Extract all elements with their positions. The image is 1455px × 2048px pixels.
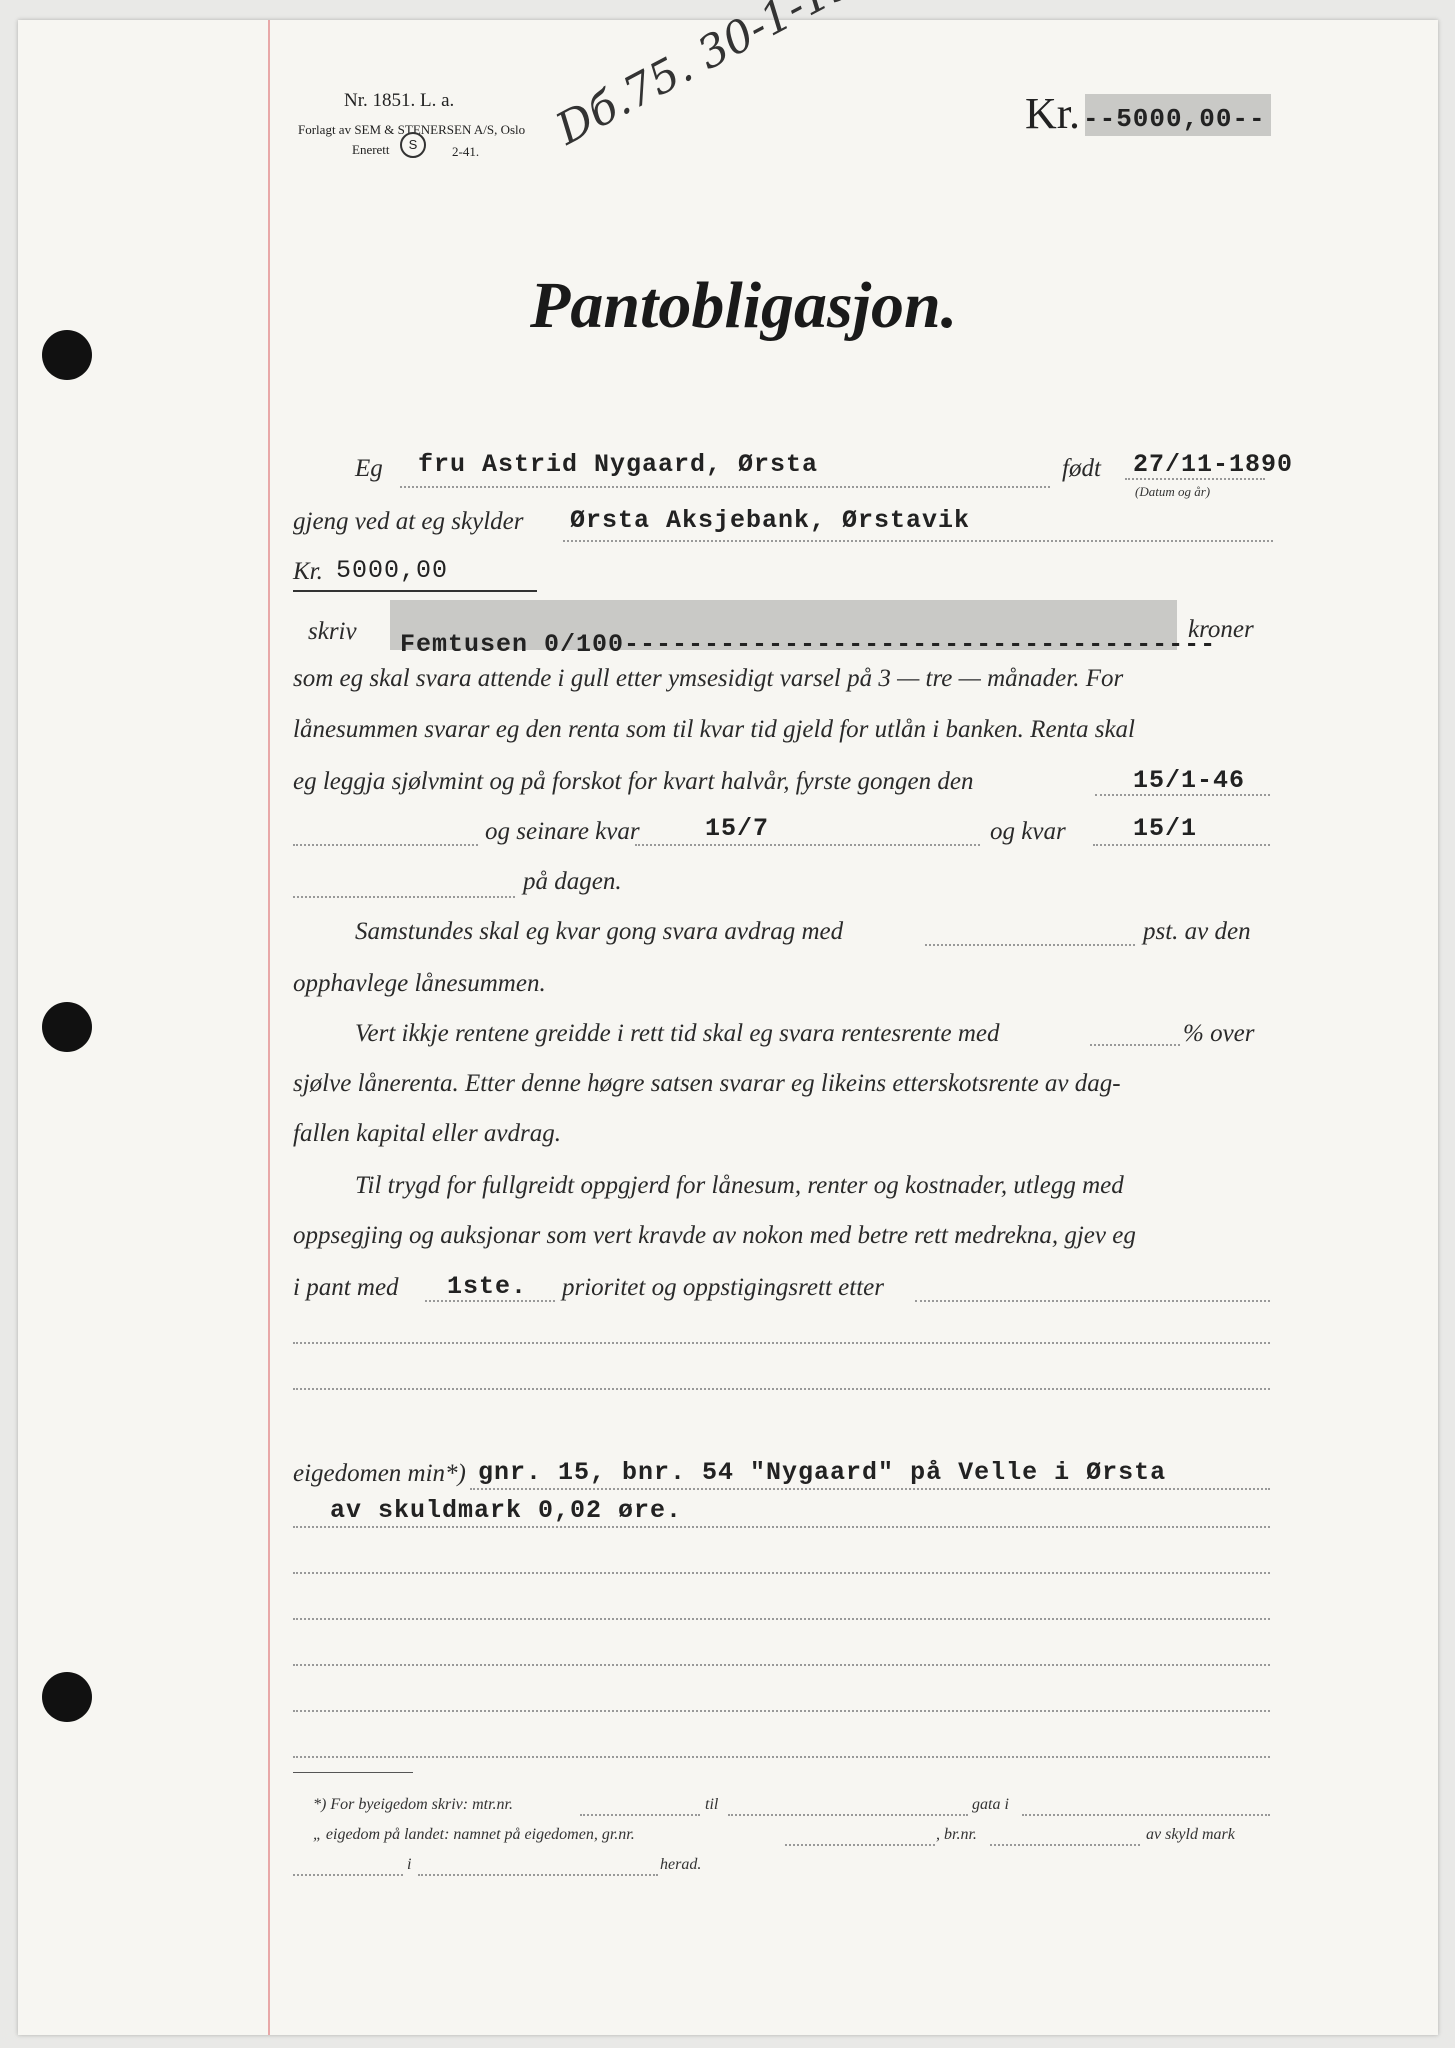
footnote-dots [785, 1844, 935, 1846]
og-kvar-label: og kvar [990, 818, 1066, 845]
first-date-line [1095, 794, 1270, 796]
priority-line [425, 1300, 555, 1302]
rights: Enerett [352, 142, 390, 157]
trygd-line-3a: i pant med [293, 1274, 399, 1301]
footnote-row1-b: til [705, 1796, 719, 1813]
avdrag-line-1: Samstundes skal eg kvar gong svara avdrag med [355, 918, 844, 945]
footnote-dots [293, 1874, 403, 1876]
punch-hole [42, 330, 92, 380]
edition: 2-41. [452, 144, 480, 159]
seinare-line-left [293, 844, 478, 846]
footnote-dots [1022, 1814, 1270, 1816]
blank-line [293, 1756, 1270, 1758]
document-title: Pantobligasjon. [530, 269, 958, 342]
property-dotline-1 [470, 1488, 1270, 1490]
blank-line [293, 1342, 1270, 1344]
property-line-2: av skuldmark 0,02 øre. [330, 1496, 683, 1525]
amount-underline [293, 590, 537, 592]
kroner-label: kroner [1188, 616, 1254, 643]
publisher: Forlagt av SEM & STENERSEN A/S, Oslo [298, 122, 526, 137]
blank-line [293, 1664, 1270, 1666]
footnote-row3-b: herad. [660, 1856, 702, 1873]
amount: 5000,00 [336, 556, 449, 585]
priority: 1ste. [447, 1272, 528, 1301]
debtor-name: fru Astrid Nygaard, Ørsta [418, 450, 819, 479]
eigedom-label: eigedomen min*) [293, 1460, 466, 1487]
trygd-line-2: oppsegjing og auksjonar som vert kravde av nokon med betre rett medrekna, gjev eg [293, 1222, 1136, 1249]
rente-line-2: sjølve lånerenta. Etter denne høgre satsen svarar eg likeins etterskotsrente av dag- [293, 1070, 1121, 1097]
footnote-dots [990, 1844, 1140, 1846]
property-dotline-2 [293, 1526, 1270, 1528]
first-date: 15/1-46 [1133, 766, 1246, 795]
trygd-line-1: Til trygd for fullgreidt oppgjerd for lånesum, renter og kostnader, utlegg med [355, 1172, 1124, 1199]
blank-line [293, 1710, 1270, 1712]
blank-line [293, 1388, 1270, 1390]
publisher-logo-icon: S [400, 132, 426, 158]
debtor-line [400, 486, 1050, 488]
footnote-row2-a: „ eigedom på landet: namnet på eigedomen, gr.nr. [313, 1826, 635, 1843]
footnote-rule [293, 1772, 413, 1773]
birth-date: 27/11-1890 [1133, 450, 1294, 479]
footnote-row1-a: *) For byeigedom skriv: mtr.nr. [313, 1796, 513, 1813]
trygd-line [915, 1300, 1270, 1302]
trygd-line-3b: prioritet og oppstigingsrett etter [562, 1274, 884, 1301]
rente-line [1090, 1044, 1180, 1046]
blank-line [293, 1618, 1270, 1620]
footnote-dots [580, 1814, 700, 1816]
footnote-dots [728, 1814, 968, 1816]
date-a: 15/7 [705, 814, 770, 843]
punch-hole [42, 1002, 92, 1052]
header-amount: --5000,00-- [1083, 104, 1266, 134]
body-line-3: eg leggja sjølvmint og på forskot for kvart halvår, fyrste gongen den [293, 768, 974, 795]
rente-line-1: Vert ikkje rentene greidde i rett tid skal eg svara rentesrente med [355, 1020, 1000, 1047]
kr-label: Kr. [1025, 89, 1080, 138]
form-number: Nr. 1851. L. a. [344, 90, 455, 111]
seinare-label: og seinare kvar [485, 818, 640, 845]
creditor-line [563, 540, 1273, 542]
date-b: 15/1 [1133, 814, 1198, 843]
avdrag-line-2: opphavlege lånesummen. [293, 970, 546, 997]
kr-field-label: Kr. [293, 558, 323, 585]
rente-pct: % over [1183, 1020, 1255, 1047]
creditor-name: Ørsta Aksjebank, Ørstavik [570, 506, 971, 535]
margin-line [268, 20, 270, 2035]
skriv-label: skriv [308, 618, 357, 645]
footnote-row2-b: , br.nr. [936, 1826, 977, 1843]
fodt-label: født [1062, 455, 1101, 482]
body-line-2: lånesummen svarar eg den renta som til kvar tid gjeld for utlån i banken. Renta skal [293, 716, 1136, 743]
body-line-1: som eg skal svara attende i gull etter ymsesidigt varsel på 3 — tre — månader. For [293, 665, 1124, 692]
date-b-line [1093, 844, 1270, 846]
blank-line [293, 1572, 1270, 1574]
footnote-row3-a: i [407, 1856, 412, 1873]
property-line-1: gnr. 15, bnr. 54 "Nygaard" på Velle i Ørsta [478, 1458, 1167, 1487]
avdrag-line [925, 944, 1135, 946]
amount-words: Femtusen 0/100------------------------------------- [400, 630, 1217, 659]
rente-line-3: fallen kapital eller avdrag. [293, 1120, 562, 1147]
footnote-row2-c: av skyld mark [1146, 1826, 1235, 1843]
pa-dagen: på dagen. [523, 868, 622, 895]
footnote-row1-c: gata i [972, 1796, 1009, 1813]
date-hint: (Datum og år) [1135, 484, 1211, 499]
birth-date-line [1125, 478, 1265, 480]
punch-hole [42, 1672, 92, 1722]
avdrag-pst: pst. av den [1143, 918, 1251, 945]
pa-dagen-line [293, 896, 515, 898]
eg-label: Eg [355, 455, 383, 482]
skylder-label: gjeng ved at eg skylder [293, 508, 524, 535]
date-a-line [635, 844, 980, 846]
footnote-dots [418, 1874, 658, 1876]
